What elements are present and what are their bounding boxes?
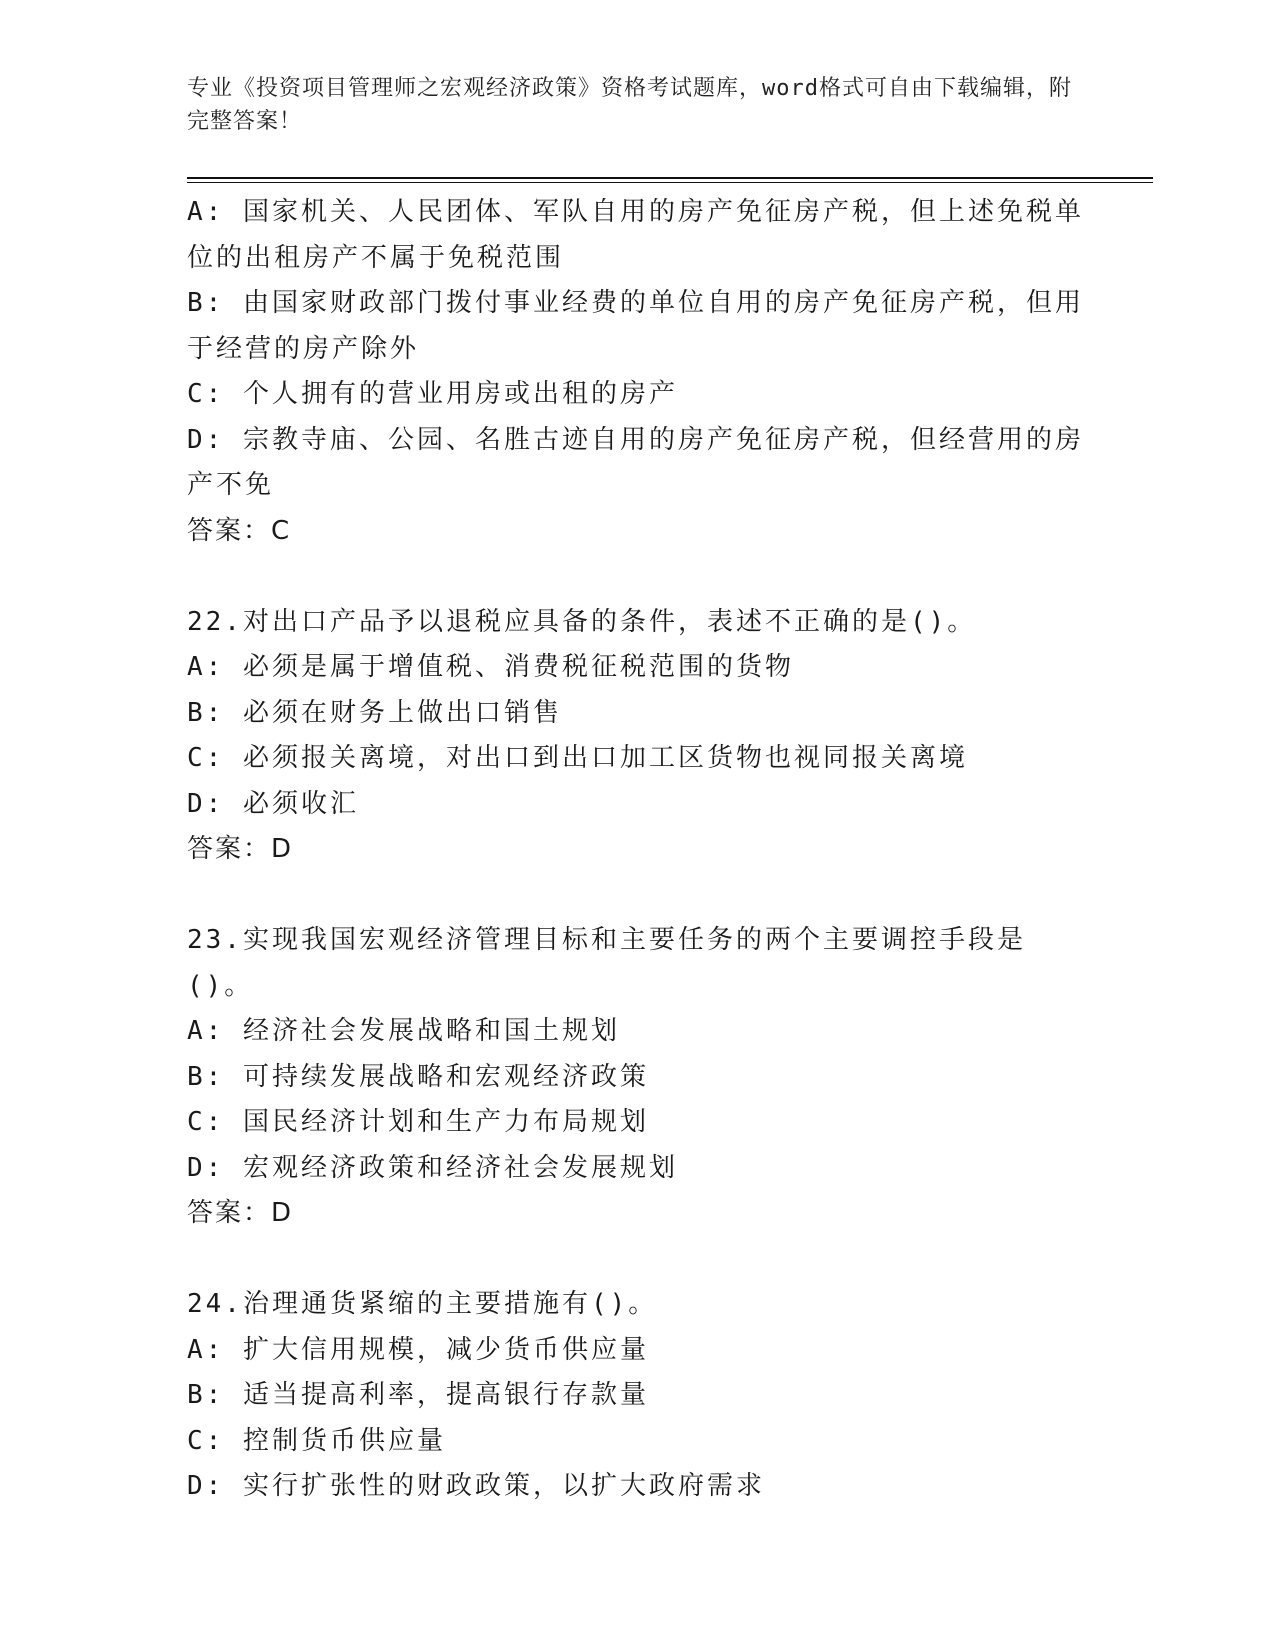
option-d: D: 必须收汇 xyxy=(187,788,359,819)
option-a: A: 国家机关、人民团体、军队自用的房产免征房产税，但上述免税单位的出租房产不属于免税范围 xyxy=(187,197,1084,273)
option-c: C: 国民经济计划和生产力布局规划 xyxy=(187,1107,649,1137)
option-b: B: 可持续发展战略和宏观经济政策 xyxy=(187,1061,649,1092)
answer-line: 答案：D xyxy=(187,1198,294,1228)
question-21-block xyxy=(187,190,1087,554)
option-c: C: 必须报关离境，对出口到出口加工区货物也视同报关离境 xyxy=(187,743,968,773)
question-text: 22.对出口产品予以退税应具备的条件，表述不正确的是()。 xyxy=(187,606,977,637)
option-b: B: 必须在财务上做出口销售 xyxy=(187,697,562,728)
question-content xyxy=(187,190,1087,1510)
option-d: D: 宏观经济政策和经济社会发展规划 xyxy=(187,1152,678,1183)
spacer xyxy=(187,873,1087,919)
option-b: B: 由国家财政部门拨付事业经费的单位自用的房产免征房产税，但用于经营的房产除外 xyxy=(187,288,1084,364)
document-header: 专业《投资项目管理师之宏观经济政策》资格考试题库，word格式可自由下载编辑，附完整答案！ xyxy=(187,76,1072,134)
spacer xyxy=(187,1237,1087,1283)
answer-line: 答案：C xyxy=(187,515,292,546)
header-rule-thin xyxy=(187,182,1153,183)
question-text: 24.治理通货紧缩的主要措施有()。 xyxy=(187,1289,658,1319)
option-c: C: 个人拥有的营业用房或出租的房产 xyxy=(187,379,678,409)
spacer xyxy=(187,554,1087,600)
question-23-block xyxy=(187,918,1087,1237)
question-22-block xyxy=(187,600,1087,873)
option-a: A: 扩大信用规模，减少货币供应量 xyxy=(187,1334,649,1365)
header-rule-thick xyxy=(187,177,1153,179)
option-b: B: 适当提高利率，提高银行存款量 xyxy=(187,1380,649,1410)
option-d: D: 实行扩张性的财政政策，以扩大政府需求 xyxy=(187,1471,765,1501)
question-24-block xyxy=(187,1282,1087,1510)
option-a: A: 经济社会发展战略和国土规划 xyxy=(187,1016,620,1046)
option-d: D: 宗教寺庙、公园、名胜古迹自用的房产免征房产税，但经营用的房产不免 xyxy=(187,424,1084,500)
option-a: A: 必须是属于增值税、消费税征税范围的货物 xyxy=(187,652,794,682)
question-text: 23.实现我国宏观经济管理目标和主要任务的两个主要调控手段是()。 xyxy=(187,925,1026,1001)
answer-line: 答案：D xyxy=(187,834,294,864)
option-c: C: 控制货币供应量 xyxy=(187,1425,446,1456)
